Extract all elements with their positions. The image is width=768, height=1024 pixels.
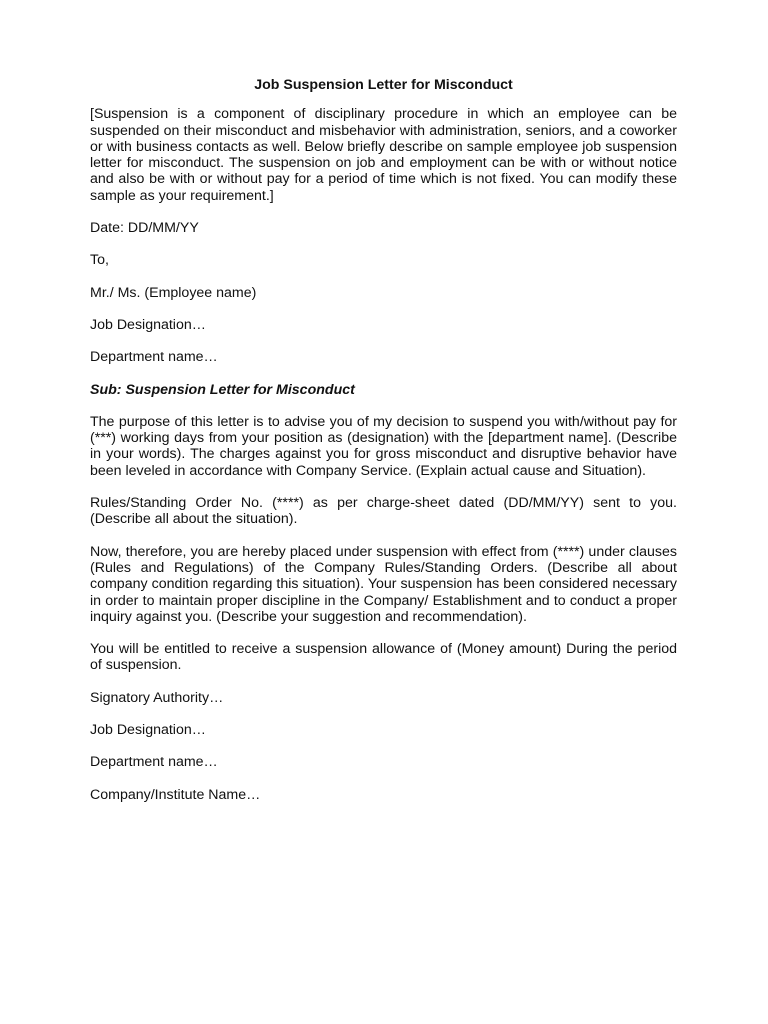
body-paragraph-rules: Rules/Standing Order No. (****) as per charge-sheet dated (DD/MM/YY) sent to you. (Describe all about the situation). [90,495,677,528]
body-paragraph-allowance: You will be entitled to receive a suspension allowance of (Money amount) During the period of suspension. [90,641,677,674]
signatory-company: Company/Institute Name… [90,786,261,803]
body-paragraph-suspension: Now, therefore, you are hereby placed under suspension with effect from (****) under clauses (Rules and Regulations) of the Company Rules/Standing Orders. (Describe all about company condition regarding this situation). Your suspension has been considered necessary in order to maintain proper discipline in the Company/ Establishment and to conduct a proper inquiry against you. (Describe your suggestion and recommendation). [90,543,677,625]
signatory-designation: Job Designation… [90,722,206,739]
letter-date: Date: DD/MM/YY [90,220,199,237]
letter-page [90,77,677,819]
recipient-department: Department name… [90,349,218,366]
body-paragraph-purpose: The purpose of this letter is to advise you of my decision to suspend you with/without pay for (***) working days from your position as (designation) with the [department name]. (Describe in your words). The charges against you for gross misconduct and disruptive behavior have been leveled in accordance with Company Service. (Explain actual cause and Situation). [90,413,677,479]
recipient-designation: Job Designation… [90,316,206,333]
salutation-to: To, [90,252,109,269]
signatory-department: Department name… [90,754,218,771]
signatory-authority: Signatory Authority… [90,689,224,706]
recipient-name: Mr./ Ms. (Employee name) [90,284,257,301]
intro-paragraph: [Suspension is a component of disciplinary procedure in which an employee can be suspended on their misconduct and misbehavior with administration, seniors, and a coworker or with business contacts as well. Below briefly describe on sample employee job suspension letter for misconduct. The suspension on job and employment can be with or without notice and also be with or without pay for a period of time which is not fixed. You can modify these sample as your requirement.] [90,106,677,204]
letter-subject: Sub: Suspension Letter for Misconduct [90,381,355,398]
letter-title: Job Suspension Letter for Misconduct [254,77,513,93]
